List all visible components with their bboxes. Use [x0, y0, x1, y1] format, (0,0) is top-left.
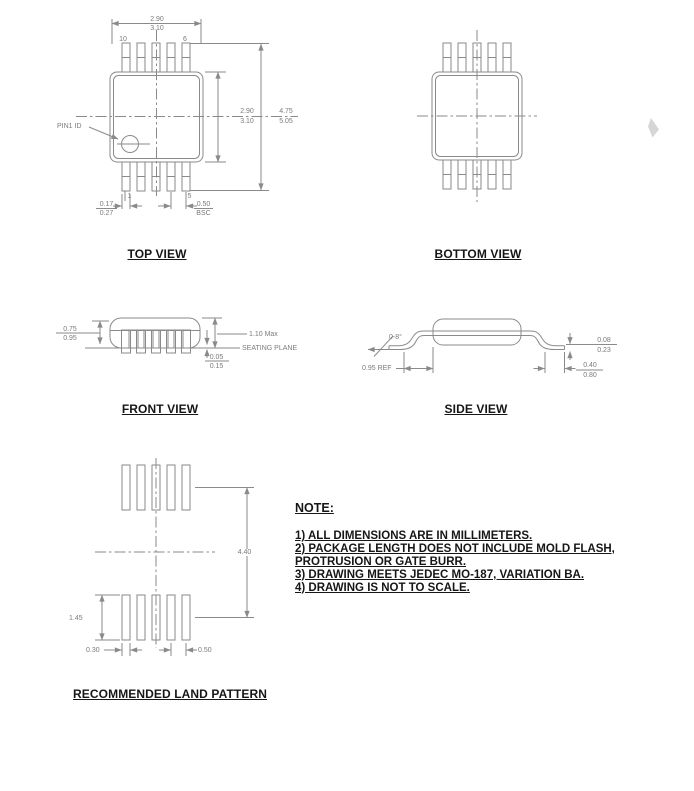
- front-view-package-body: [110, 318, 200, 348]
- dim-lead-width-min: 0.17: [99, 201, 114, 208]
- top-view-drawing: [76, 19, 298, 209]
- note-heading: NOTE:: [295, 501, 334, 515]
- dim-lead-angle: 0-8°: [389, 334, 402, 341]
- note-line: 1) ALL DIMENSIONS ARE IN MILLIMETERS.: [295, 530, 533, 542]
- bottom-view-drawing: [417, 30, 537, 202]
- dim-pad-pitch: 0.50: [198, 646, 212, 654]
- dim-foot-length-max: 0.80: [583, 371, 597, 379]
- dim-lead-thickness-max: 0.23: [597, 346, 611, 354]
- dim-lead-width-max: 0.27: [99, 209, 114, 217]
- dim-foot-length-min: 0.40: [583, 362, 597, 369]
- top-view-title: TOP VIEW: [127, 247, 187, 261]
- front-view-front-leads: [122, 330, 191, 353]
- dim-overall-height: 1.10 Max: [249, 330, 278, 338]
- side-view-title: SIDE VIEW: [444, 402, 508, 416]
- land-pattern-centerlines: [95, 458, 215, 648]
- dim-body-thickness-max: 0.95: [63, 334, 77, 342]
- dim-standoff-min: 0.05: [209, 353, 224, 361]
- land-pattern-title: RECOMMENDED LAND PATTERN: [73, 687, 267, 701]
- dim-pitch-qualifier: BSC: [196, 209, 211, 217]
- front-view-title: FRONT VIEW: [121, 402, 199, 416]
- dim-body-height-min: 2.90: [240, 108, 254, 115]
- side-view-package-body: [433, 319, 521, 345]
- dim-pad-width: 0.30: [86, 646, 100, 654]
- pin1-id-label: PIN1 ID: [57, 123, 82, 130]
- front-view-back-leads: [129, 330, 183, 348]
- note-line: PROTRUSION OR GATE BURR.: [295, 555, 467, 568]
- dim-row-span: 4.40: [237, 549, 252, 556]
- pin-number-10: 10: [119, 35, 127, 43]
- side-view-drawing: [368, 319, 617, 373]
- side-view-leads: [389, 331, 565, 350]
- pin-number-1: 1: [127, 192, 132, 200]
- dim-body-width-max: 3.10: [150, 25, 164, 32]
- pin-number-5: 5: [187, 192, 192, 200]
- pin-number-6: 6: [183, 35, 187, 43]
- top-view-centerlines: [76, 30, 298, 196]
- land-pattern-drawing: [95, 458, 254, 656]
- seating-plane-label: SEATING PLANE: [242, 344, 298, 352]
- note-line: 4) DRAWING IS NOT TO SCALE.: [295, 581, 470, 594]
- dim-pad-length: 1.45: [69, 614, 83, 622]
- dim-standoff-max: 0.15: [209, 362, 224, 370]
- bottom-view-title: BOTTOM VIEW: [434, 247, 522, 261]
- side-view-dimensions: [368, 333, 617, 373]
- note-line: 3) DRAWING MEETS JEDEC MO-187, VARIATION BA.: [295, 568, 585, 581]
- dim-pitch-value: 0.50: [196, 201, 211, 208]
- note-line: 2) PACKAGE LENGTH DOES NOT INCLUDE MOLD FLASH,: [295, 542, 615, 555]
- dim-body-thickness-min: 0.75: [63, 325, 77, 333]
- cursor-artifact-icon: [648, 118, 659, 138]
- dim-lead-span-min: 4.75: [279, 108, 293, 115]
- dim-body-height-max: 3.10: [240, 118, 254, 125]
- dim-body-width-min: 2.90: [150, 16, 164, 23]
- dim-lead-projection: 0.95 REF: [362, 365, 392, 372]
- dim-lead-span-max: 5.05: [279, 118, 293, 125]
- note-block: [295, 530, 615, 595]
- dim-lead-thickness-min: 0.08: [597, 337, 611, 344]
